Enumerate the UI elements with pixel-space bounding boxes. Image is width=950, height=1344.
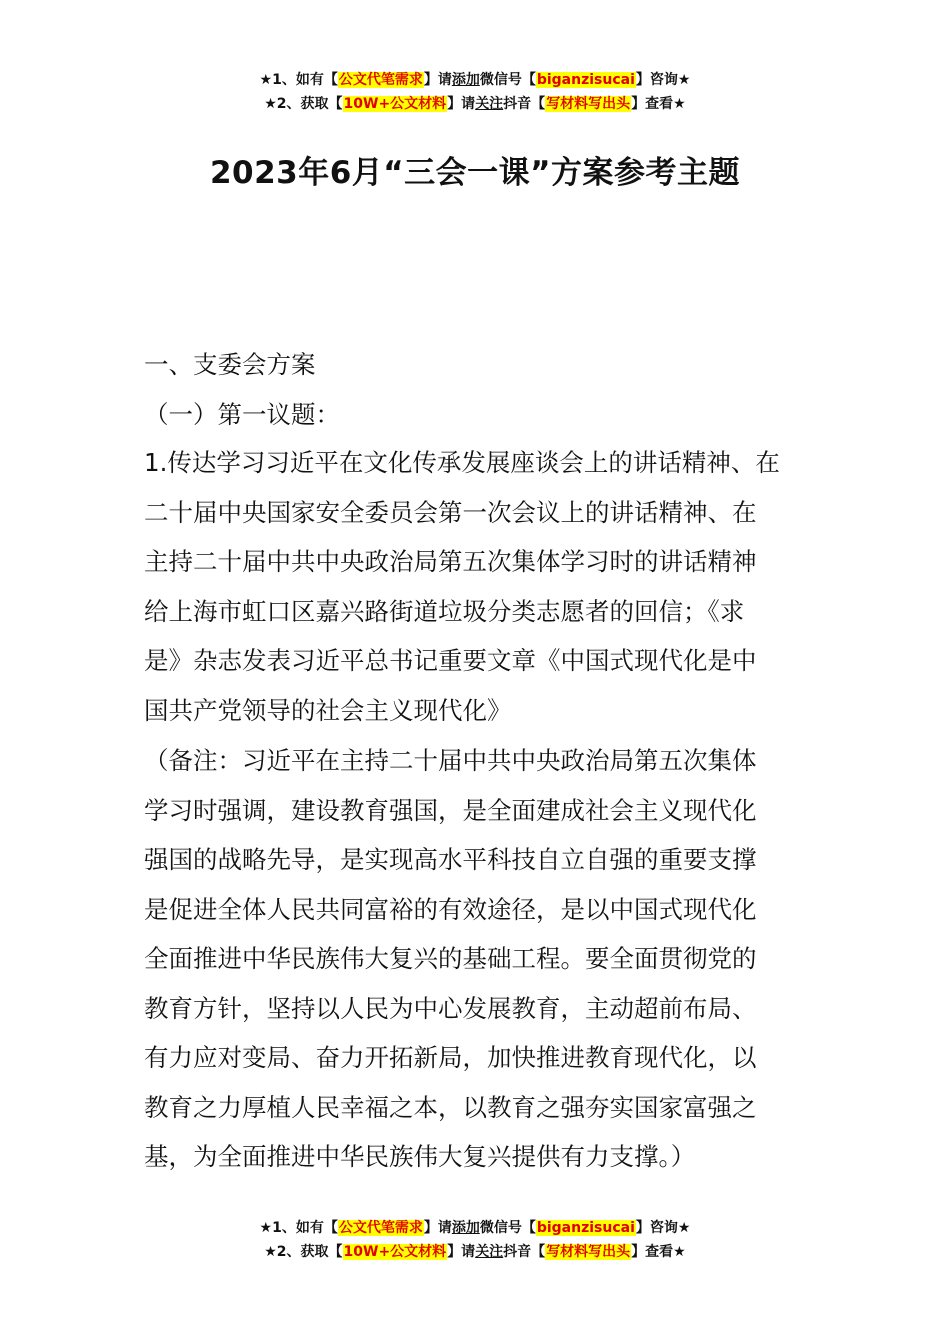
paragraph-line: 主持二十届中共中央政治局第五次集体学习时的讲话精神 (144, 547, 757, 576)
note-paragraph (144, 736, 814, 1182)
note-line: 强国的战略先导，是实现高水平科技自立自强的重要支撑 (144, 845, 757, 874)
banner-underlined-text: 关注 (475, 1244, 504, 1260)
banner-highlight: 公文代笔需求 (338, 1220, 423, 1236)
banner-text: 】咨询★ (635, 1220, 691, 1236)
banner-wechat-id: biganzisucai (536, 72, 635, 88)
note-line: 基，为全面推进中华民族伟大复兴提供有力支撑。） (144, 1142, 696, 1171)
paragraph-line: 是》杂志发表习近平总书记重要文章《中国式现代化是中 (144, 646, 757, 675)
banner-text: 】请 (447, 1244, 476, 1260)
section-heading: 一、支委会方案 (144, 350, 316, 379)
banner-wechat-id: biganzisucai (536, 1220, 635, 1236)
paragraph-line: 给上海市虹口区嘉兴路街道垃圾分类志愿者的回信；《求 (144, 596, 745, 626)
note-line: 教育之力厚植人民幸福之本，以教育之强夯实国家富强之 (144, 1092, 757, 1122)
banner-line-1 (0, 68, 950, 92)
banner-text: 】查看★ (631, 96, 686, 112)
document-title: 2023年6月“三会一课”方案参考主题 (209, 155, 741, 191)
banner-douyin-id: 写材料写出头 (546, 1244, 631, 1260)
banner-text: 】咨询★ (635, 72, 691, 88)
banner-text: ★1、如有【 (259, 1220, 338, 1236)
banner-highlight: 10W+公文材料 (343, 96, 447, 112)
banner-text: ★2、获取【 (264, 96, 343, 112)
banner-underlined-text: 添加 (451, 72, 480, 88)
banner-text: 】请 (423, 72, 452, 88)
banner-line-1 (0, 1216, 950, 1240)
note-line: （备注：习近平在主持二十届中共中央政治局第五次集体 (144, 746, 757, 775)
note-line: 是促进全体人民共同富裕的有效途径，是以中国式现代化 (144, 894, 757, 924)
note-line: 教育方针，坚持以人民为中心发展教育，主动超前布局、 (144, 993, 757, 1023)
banner-text: 抖音【 (503, 1244, 546, 1260)
banner-text: 】请 (423, 1220, 452, 1236)
banner-underlined-text: 添加 (451, 1220, 480, 1236)
banner-line-2 (0, 1240, 950, 1264)
section-subheading: （一）第一议题： (144, 399, 340, 429)
banner-text: ★1、如有【 (259, 72, 338, 88)
banner-text: 抖音【 (503, 96, 546, 112)
banner-line-2 (0, 92, 950, 116)
paragraph-line: 二十届中央国家安全委员会第一次会议上的讲话精神、在 (144, 497, 757, 527)
banner-text: 微信号【 (479, 72, 536, 88)
banner-underlined-text: 关注 (475, 96, 504, 112)
header-banner (0, 68, 950, 116)
paragraph-line: 1.传达学习习近平在文化传承发展座谈会上的讲话精神、在 (144, 448, 780, 477)
note-line: 有力应对变局、奋力开拓新局，加快推进教育现代化，以 (144, 1043, 757, 1072)
banner-douyin-id: 写材料写出头 (546, 96, 631, 112)
agenda-paragraph (144, 438, 814, 735)
footer-banner (0, 1216, 950, 1264)
banner-highlight: 10W+公文材料 (343, 1244, 447, 1260)
section-block (144, 340, 814, 439)
note-line: 全面推进中华民族伟大复兴的基础工程。要全面贯彻党的 (144, 944, 757, 973)
paragraph-line: 国共产党领导的社会主义现代化》 (144, 695, 512, 725)
banner-highlight: 公文代笔需求 (338, 72, 423, 88)
banner-text: ★2、获取【 (264, 1244, 343, 1260)
banner-text: 】查看★ (631, 1244, 686, 1260)
note-line: 学习时强调，建设教育强国，是全面建成社会主义现代化 (144, 795, 757, 825)
banner-text: 微信号【 (479, 1220, 536, 1236)
banner-text: 】请 (447, 96, 476, 112)
